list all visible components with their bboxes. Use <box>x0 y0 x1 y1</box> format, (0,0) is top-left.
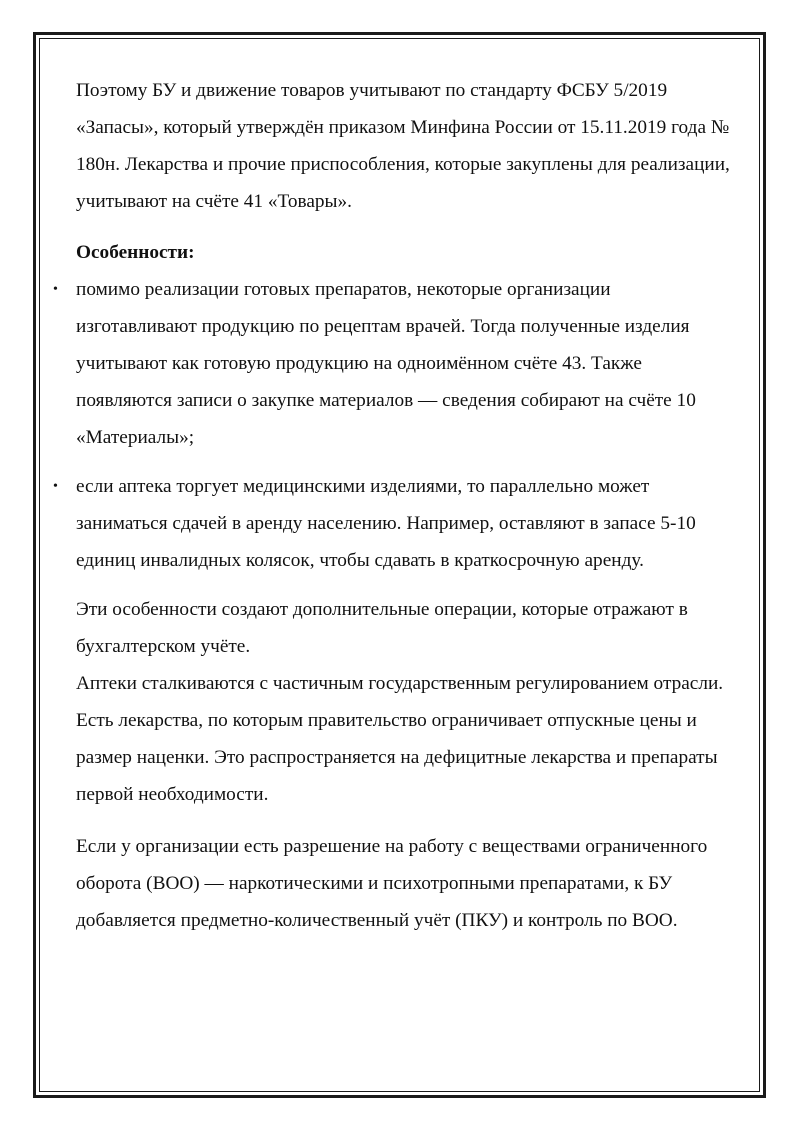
list-item-text: если аптека торгует медицинскими изделиями, то параллельно может заниматься сдачей в аренду населению. Например, оставляют в запасе 5-10 единиц инвалидных колясок, чтобы сдавать в краткосрочную аренду. <box>76 476 696 571</box>
bullet-icon: • <box>53 282 58 297</box>
paragraph-intro: Поэтому БУ и движение товаров учитывают по стандарту ФСБУ 5/2019 «Запасы», который утверждён приказом Минфина России от 15.11.2019 года № 180н. Лекарства и прочие приспособления, которые закуплены для реализации, учитывают на счёте 41 «Товары». <box>76 80 730 212</box>
features-heading: Особенности: <box>76 242 195 263</box>
list-item <box>53 271 736 456</box>
list-item <box>53 468 736 579</box>
list-item-text: помимо реализации готовых препаратов, некоторые организации изготавливают продукцию по рецептам врачей. Тогда полученные изделия учитывают как готовую продукцию на одноимённом счёте 43. Также появляются записи о закупке материалов — сведения собирают на счёте 10 «Материалы»; <box>76 279 696 448</box>
paragraph-features-effect: Эти особенности создают дополнительные операции, которые отражают в бухгалтерском учёте. <box>76 599 688 657</box>
paragraph-regulation: Аптеки сталкиваются с частичным государственным регулированием отрасли. Есть лекарства, по которым правительство ограничивает отпускные цены и размер наценки. Это распространяется на дефицитные лекарства и препараты первой необходимости. <box>76 673 724 805</box>
bullet-icon: • <box>53 479 58 494</box>
features-list <box>53 271 736 579</box>
paragraph-restricted-substances: Если у организации есть разрешение на работу с веществами ограниченного оборота (ВОО) — наркотическими и психотропными препаратами, к БУ добавляется предметно-количественный учёт (ПКУ) и контроль по ВОО. <box>76 836 708 931</box>
document-body <box>53 72 736 939</box>
